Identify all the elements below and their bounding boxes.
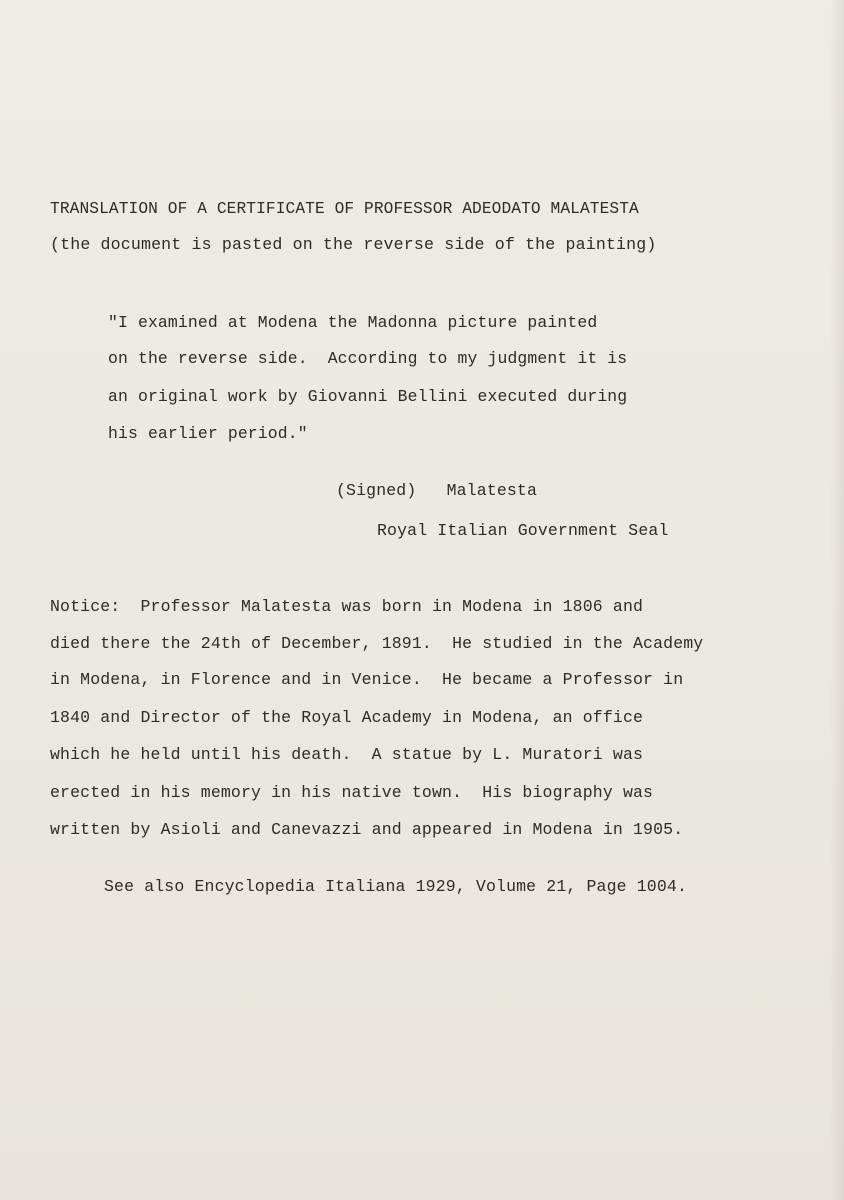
notice-line: which he held until his death. A statue by L. Muratori was	[50, 745, 644, 764]
quote-line: "I examined at Modena the Madonna picture painted	[108, 313, 598, 332]
notice-line: 1840 and Director of the Royal Academy in Modena, an office	[50, 708, 644, 727]
notice-line: erected in his memory in his native town. His biography was	[50, 783, 654, 802]
notice-line: written by Asioli and Canevazzi and appeared in Modena in 1905.	[50, 820, 684, 839]
document-subheading: (the document is pasted on the reverse side of the painting)	[50, 235, 657, 254]
notice-line: in Modena, in Florence and in Venice. He became a Professor in	[50, 670, 684, 689]
quote-line: his earlier period."	[108, 424, 308, 443]
signature-line: (Signed) Malatesta	[336, 481, 538, 500]
notice-line: Notice: Professor Malatesta was born in Modena in 1806 and	[50, 597, 644, 616]
seal-line: Royal Italian Government Seal	[377, 521, 669, 540]
document-heading: TRANSLATION OF A CERTIFICATE OF PROFESSOR ADEODATO MALATESTA	[50, 200, 639, 218]
quote-line: on the reverse side. According to my judgment it is	[108, 349, 628, 368]
quote-line: an original work by Giovanni Bellini executed during	[108, 387, 628, 406]
notice-line: died there the 24th of December, 1891. He studied in the Academy	[50, 634, 704, 653]
page-edge-shadow	[830, 0, 844, 1200]
see-also-line: See also Encyclopedia Italiana 1929, Volume 21, Page 1004.	[104, 877, 687, 896]
